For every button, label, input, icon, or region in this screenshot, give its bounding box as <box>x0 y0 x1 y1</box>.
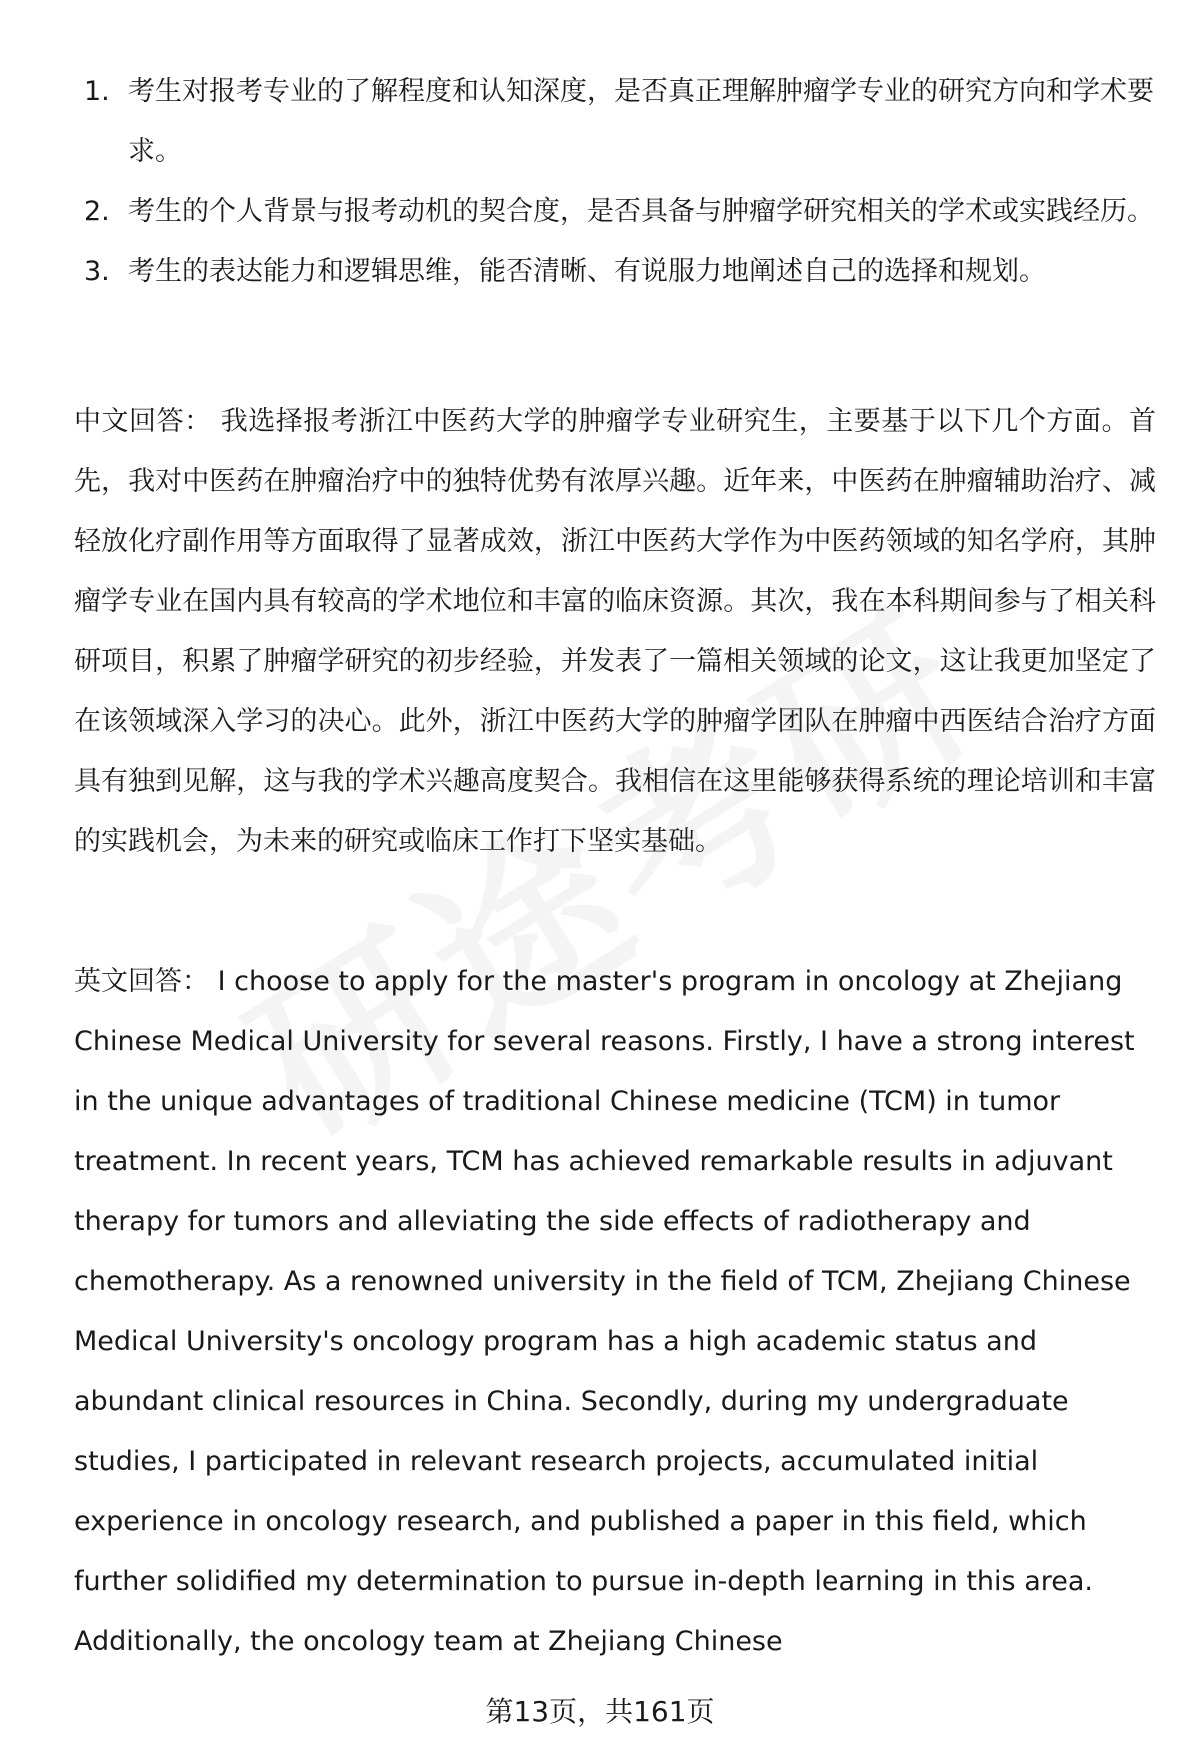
list-item <box>74 242 1154 302</box>
list-item <box>74 182 1154 242</box>
chinese-answer-text: 我选择报考浙江中医药大学的肿瘤学专业研究生，主要基于以下几个方面。首先，我对中医药在肿瘤治疗中的独特优势有浓厚兴趣。近年来，中医药在肿瘤辅助治疗、减轻放化疗副作用等方面取得了显著成效，浙江中医药大学作为中医药领域的知名学府，其肿瘤学专业在国内具有较高的学术地位和丰富的临床资源。其次，我在本科期间参与了相关科研项目，积累了肿瘤学研究的初步经验，并发表了一篇相关领域的论文，这让我更加坚定了在该领域深入学习的决心。此外，浙江中医药大学的肿瘤学团队在肿瘤中西医结合治疗方面具有独到见解，这与我的学术兴趣高度契合。我相信在这里能够获得系统的理论培训和丰富的实践机会，为未来的研究或临床工作打下坚实基础。 <box>74 406 1156 857</box>
list-number: 3. <box>84 256 110 287</box>
list-item-text: 考生对报考专业的了解程度和认知深度，是否真正理解肿瘤学专业的研究方向和学术要求。 <box>128 76 1154 167</box>
english-answer-text: I choose to apply for the master's program in oncology at Zhejiang Chinese Medical University for several reasons. Firstly, I have a strong interest in the unique advantages of traditional Chinese medicine (TCM) in tumor treatment. In recent years, TCM has achieved remarkable results in adjuvant therapy for tumors and alleviating the side effects of radiotherapy and chemotherapy. As a renowned university in the field of TCM, Zhejiang Chinese Medical University's oncology program has a high academic status and abundant clinical resources in China. Secondly, during my undergraduate studies, I participated in relevant research projects, accumulated initial experience in oncology research, and published a paper in this field, which further solidified my determination to pursue in-depth learning in this area. Additionally, the oncology team at Zhejiang Chinese <box>74 966 1135 1657</box>
chinese-answer-paragraph <box>74 392 1156 872</box>
list-item-text: 考生的个人背景与报考动机的契合度，是否具备与肿瘤学研究相关的学术或实践经历。 <box>128 196 1154 227</box>
list-number: 1. <box>84 76 110 107</box>
page-footer: 第13页，共161页 <box>485 1695 715 1728</box>
english-answer-paragraph <box>74 952 1156 1672</box>
chinese-answer-label: 中文回答： <box>74 406 212 437</box>
list-item <box>74 62 1154 182</box>
list-number: 2. <box>84 196 110 227</box>
evaluation-criteria-list <box>74 62 1154 302</box>
list-item-text: 考生的表达能力和逻辑思维，能否清晰、有说服力地阐述自己的选择和规划。 <box>128 256 1046 287</box>
english-answer-label: 英文回答： <box>74 966 209 997</box>
